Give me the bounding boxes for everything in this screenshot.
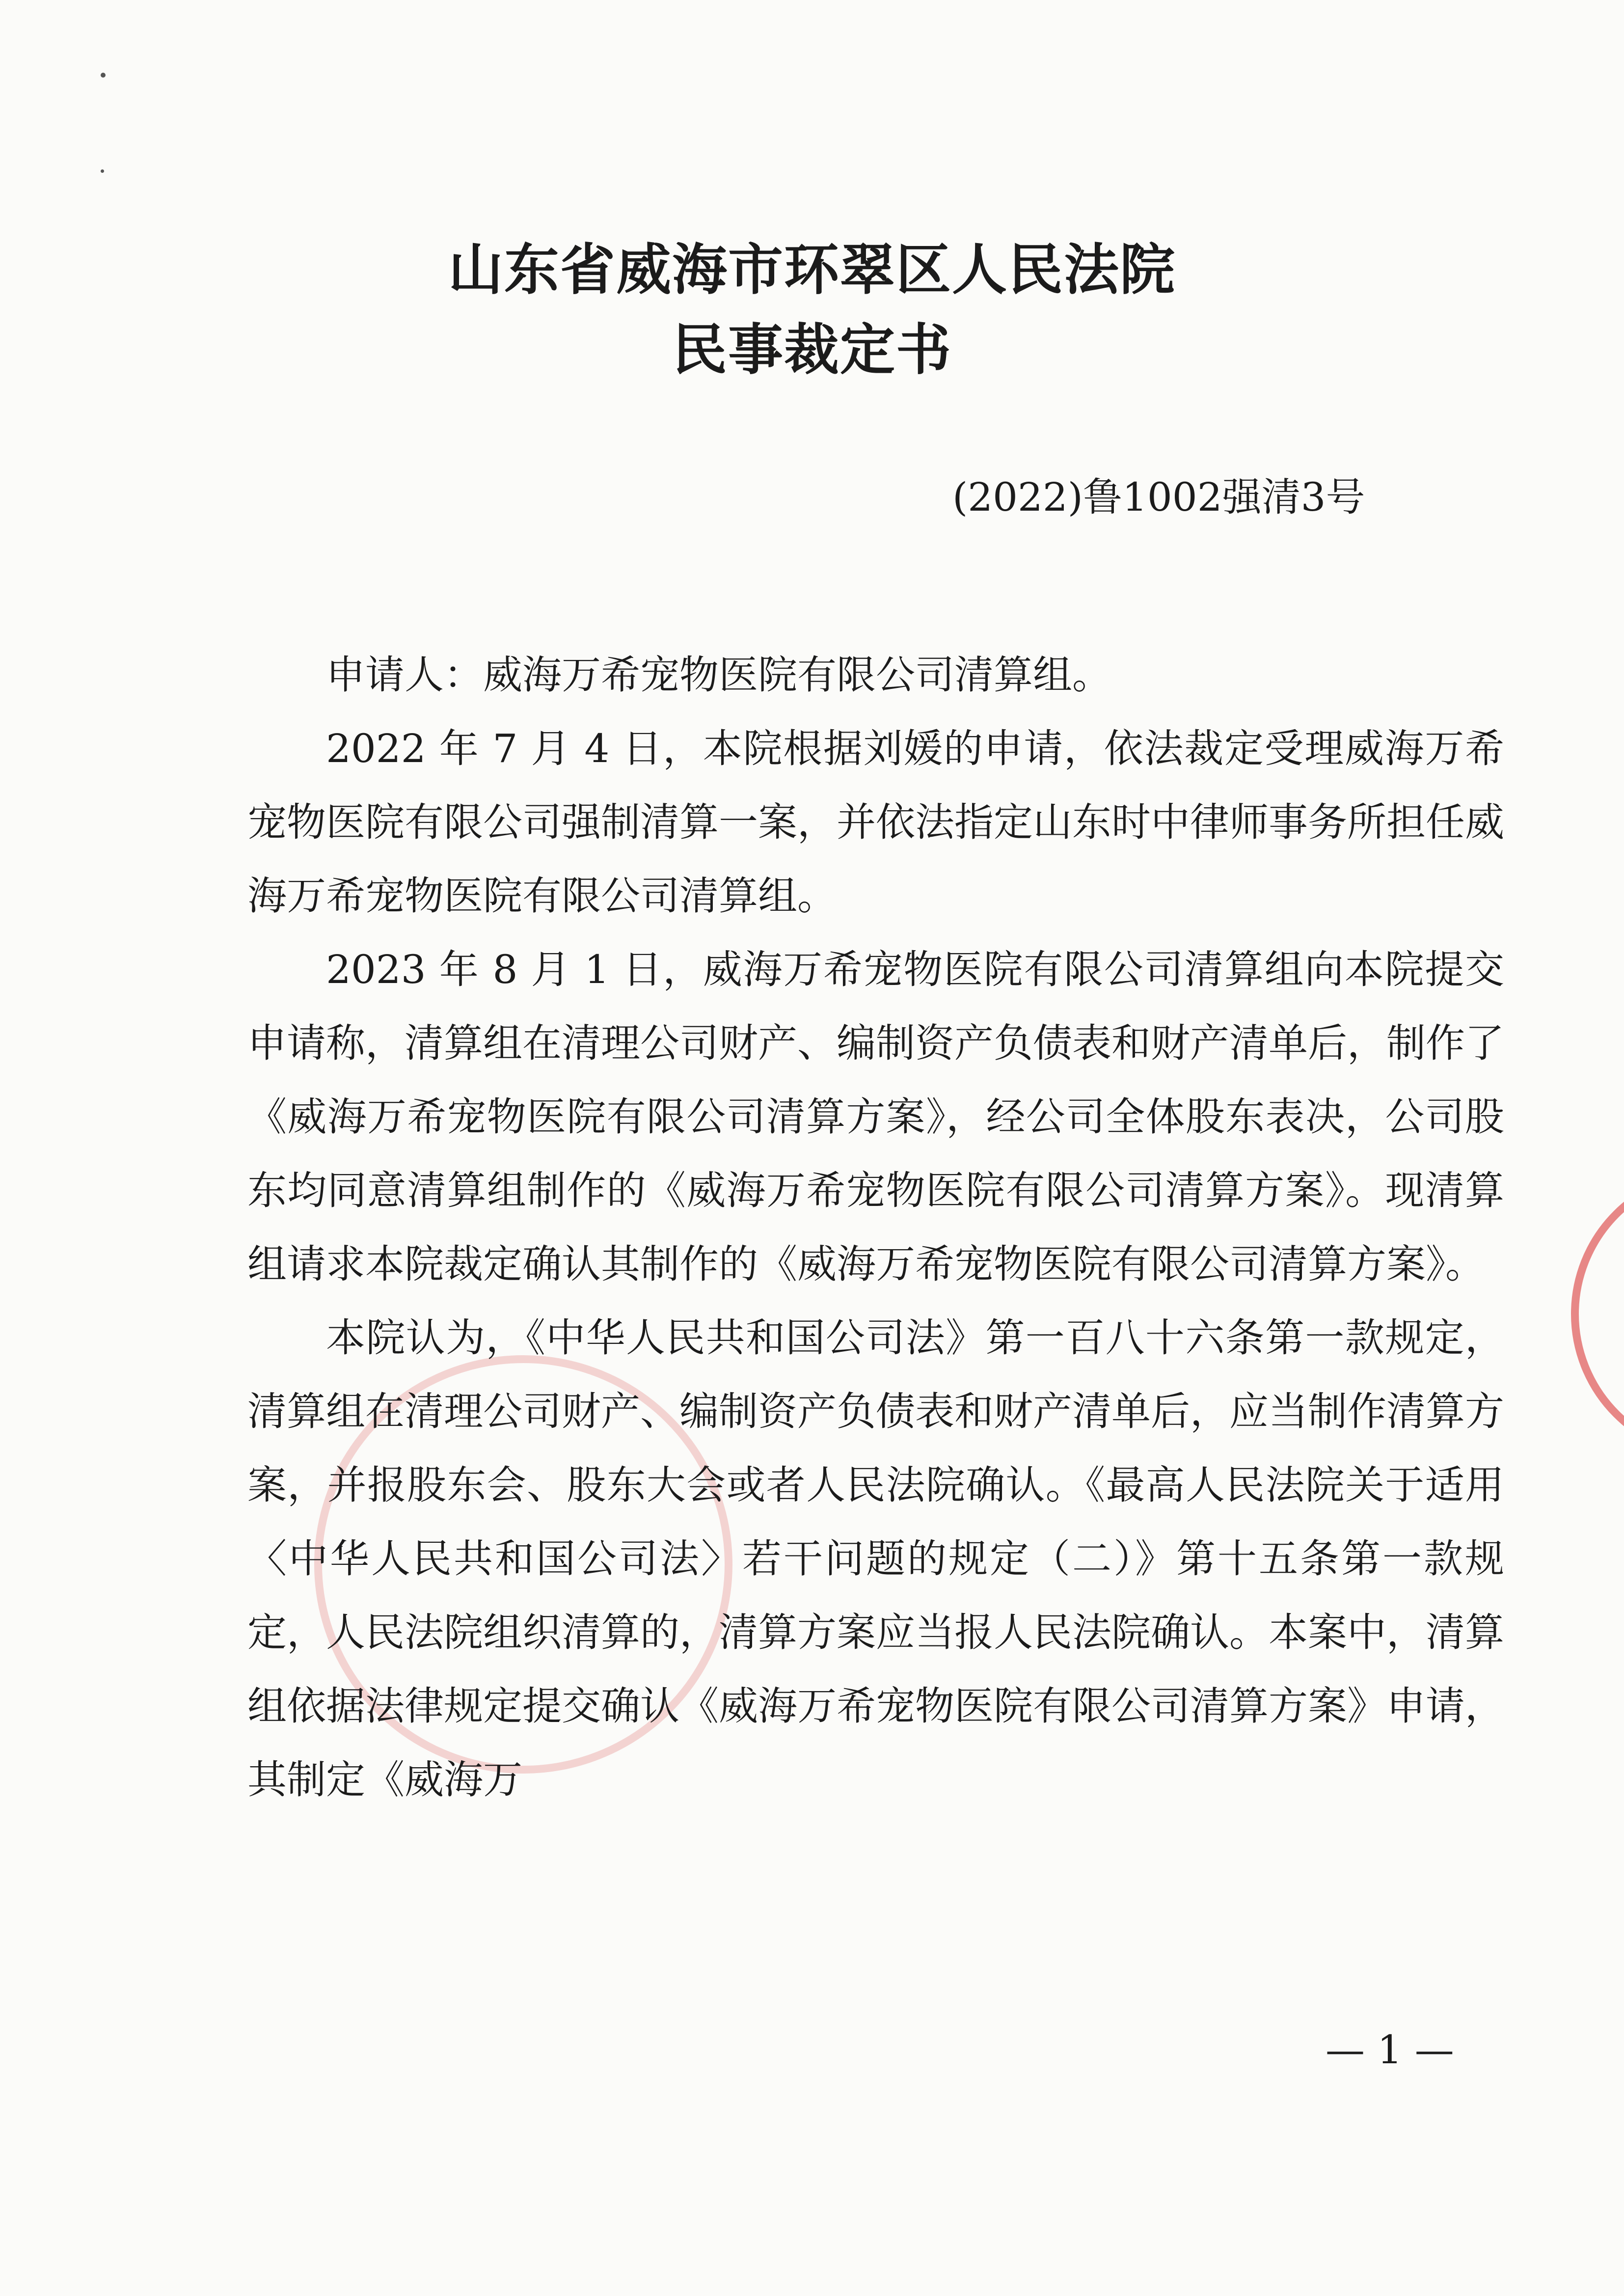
document-type-heading: 民事裁定书 xyxy=(672,318,952,382)
court-name-heading: 山东省威海市环翠区人民法院 xyxy=(448,238,1176,302)
document-body xyxy=(247,638,1504,1817)
paragraph-applicant: 申请人：威海万希宠物医院有限公司清算组。 xyxy=(326,652,1111,698)
case-number: (2022)鲁1002强清3号 xyxy=(952,474,1365,520)
scan-speck xyxy=(101,73,106,78)
paragraph-acceptance: 2022 年 7 月 4 日，本院根据刘媛的申请，依法裁定受理威海万希宠物医院有限公司强制清算一案，并依法指定山东时中律师事务所担任威海万希宠物医院有限公司清算组。 xyxy=(247,726,1504,919)
paragraph-court-opinion: 本院认为，《中华人民共和国公司法》第一百八十六条第一款规定，清算组在清理公司财产、编制资产负债表和财产清单后，应当制作清算方案，并报股东会、股东大会或者人民法院确认。《最高人民法院关于适用〈中华人民共和国公司法〉若干问题的规定（二）》第十五条第一款规定，人民法院组织清算的，清算方案应当报人民法院确认。本案中，清算组依据法律规定提交确认《威海万希宠物医院有限公司清算方案》申请，其制定《威海万 xyxy=(247,1315,1504,1803)
court-seal-edge xyxy=(1571,1169,1624,1459)
page-number: — 1 — xyxy=(1326,2027,1454,2073)
scan-speck xyxy=(101,169,104,173)
paragraph-application: 2023 年 8 月 1 日，威海万希宠物医院有限公司清算组向本院提交申请称，清算组在清理公司财产、编制资产负债表和财产清单后，制作了《威海万希宠物医院有限公司清算方案》，经公司全体股东表决，公司股东均同意清算组制作的《威海万希宠物医院有限公司清算方案》。现清算组请求本院裁定确认其制作的《威海万希宠物医院有限公司清算方案》。 xyxy=(247,947,1504,1287)
